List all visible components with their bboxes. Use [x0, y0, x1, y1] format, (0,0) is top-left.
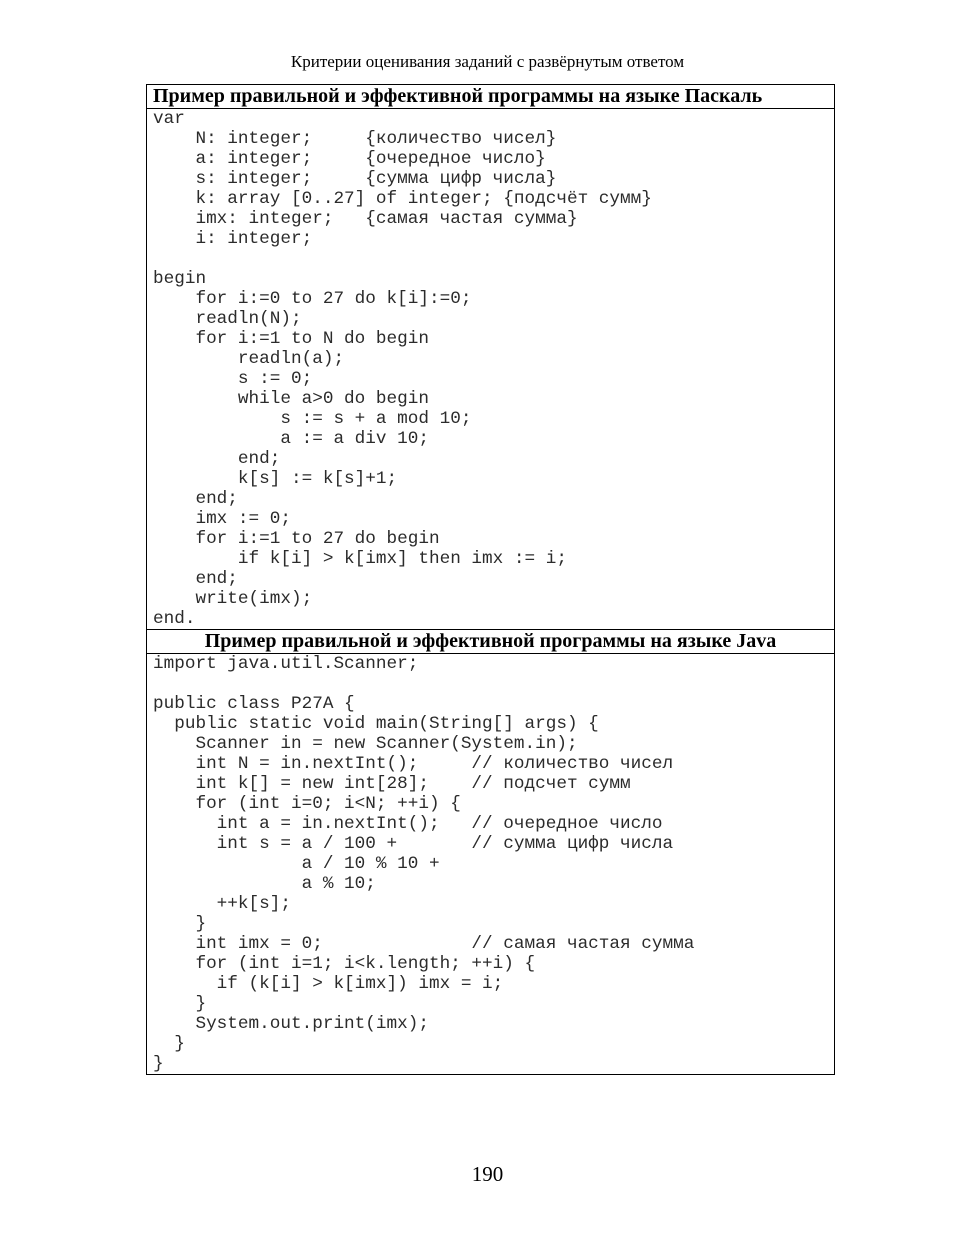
- java-code-line: if (k[i] > k[imx]) imx = i;: [153, 974, 504, 994]
- java-code-line: int a = in.nextInt(); // очередное число: [153, 814, 663, 834]
- java-code-line: import java.util.Scanner;: [153, 654, 419, 674]
- pascal-code-line: a: integer; {очередное число}: [153, 149, 546, 169]
- java-code-line: int N = in.nextInt(); // количество чисел: [153, 754, 674, 774]
- java-code-line: for (int i=0; i<N; ++i) {: [153, 794, 461, 814]
- pascal-code-block: [147, 109, 834, 629]
- pascal-code-line: while a>0 do begin: [153, 389, 429, 409]
- java-code-line: a % 10;: [153, 874, 376, 894]
- java-code-line: for (int i=1; i<k.length; ++i) {: [153, 954, 536, 974]
- pascal-code-line: s := s + a mod 10;: [153, 409, 472, 429]
- java-code-line: }: [153, 994, 207, 1014]
- java-code-line: }: [153, 1034, 185, 1054]
- java-code-line: a / 10 % 10 +: [153, 854, 440, 874]
- pascal-code-line: N: integer; {количество чисел}: [153, 129, 557, 149]
- java-code-line: [153, 674, 834, 694]
- java-code-line: }: [153, 1054, 164, 1074]
- java-code-line: int k[] = new int[28]; // подсчет сумм: [153, 774, 631, 794]
- pascal-code-line: imx: integer; {самая частая сумма}: [153, 209, 578, 229]
- pascal-code-line: readln(a);: [153, 349, 345, 369]
- pascal-code-line: begin: [153, 269, 207, 289]
- pascal-code-line: end.: [153, 609, 196, 629]
- java-section-title: Пример правильной и эффективной программы на языке Java: [147, 629, 834, 654]
- pascal-code-line: [153, 249, 834, 269]
- pascal-code-line: end;: [153, 449, 281, 469]
- pascal-code-line: s := 0;: [153, 369, 313, 389]
- pascal-code-line: imx := 0;: [153, 509, 291, 529]
- java-code-line: int s = a / 100 + // сумма цифр числа: [153, 834, 674, 854]
- pascal-code-line: i: integer;: [153, 229, 313, 249]
- java-code-line: System.out.print(imx);: [153, 1014, 429, 1034]
- pascal-code-line: end;: [153, 569, 238, 589]
- java-code-line: ++k[s];: [153, 894, 291, 914]
- pascal-code-line: if k[i] > k[imx] then imx := i;: [153, 549, 567, 569]
- pascal-code-line: k: array [0..27] of integer; {подсчёт сумм}: [153, 189, 652, 209]
- pascal-code-line: k[s] := k[s]+1;: [153, 469, 398, 489]
- page-number: 190: [471, 1162, 504, 1186]
- pascal-code-line: end;: [153, 489, 238, 509]
- pascal-code-line: for i:=1 to N do begin: [153, 329, 429, 349]
- pascal-code-line: var: [153, 109, 185, 129]
- java-code-block: [147, 654, 834, 1074]
- pascal-code-line: s: integer; {сумма цифр числа}: [153, 169, 557, 189]
- pascal-code-line: write(imx);: [153, 589, 313, 609]
- java-code-line: public static void main(String[] args) {: [153, 714, 599, 734]
- java-code-line: public class P27A {: [153, 694, 355, 714]
- pascal-code-line: a := a div 10;: [153, 429, 429, 449]
- pascal-code-line: for i:=1 to 27 do begin: [153, 529, 440, 549]
- pascal-code-line: readln(N);: [153, 309, 302, 329]
- pascal-section-title: Пример правильной и эффективной программы на языке Паскаль: [147, 85, 834, 109]
- java-code-line: Scanner in = new Scanner(System.in);: [153, 734, 578, 754]
- page-header: Критерии оценивания заданий с развёрнутым ответом: [290, 52, 685, 71]
- code-examples-table: [146, 84, 835, 1075]
- pascal-code-line: for i:=0 to 27 do k[i]:=0;: [153, 289, 472, 309]
- java-code-line: int imx = 0; // самая частая сумма: [153, 934, 695, 954]
- java-code-line: }: [153, 914, 207, 934]
